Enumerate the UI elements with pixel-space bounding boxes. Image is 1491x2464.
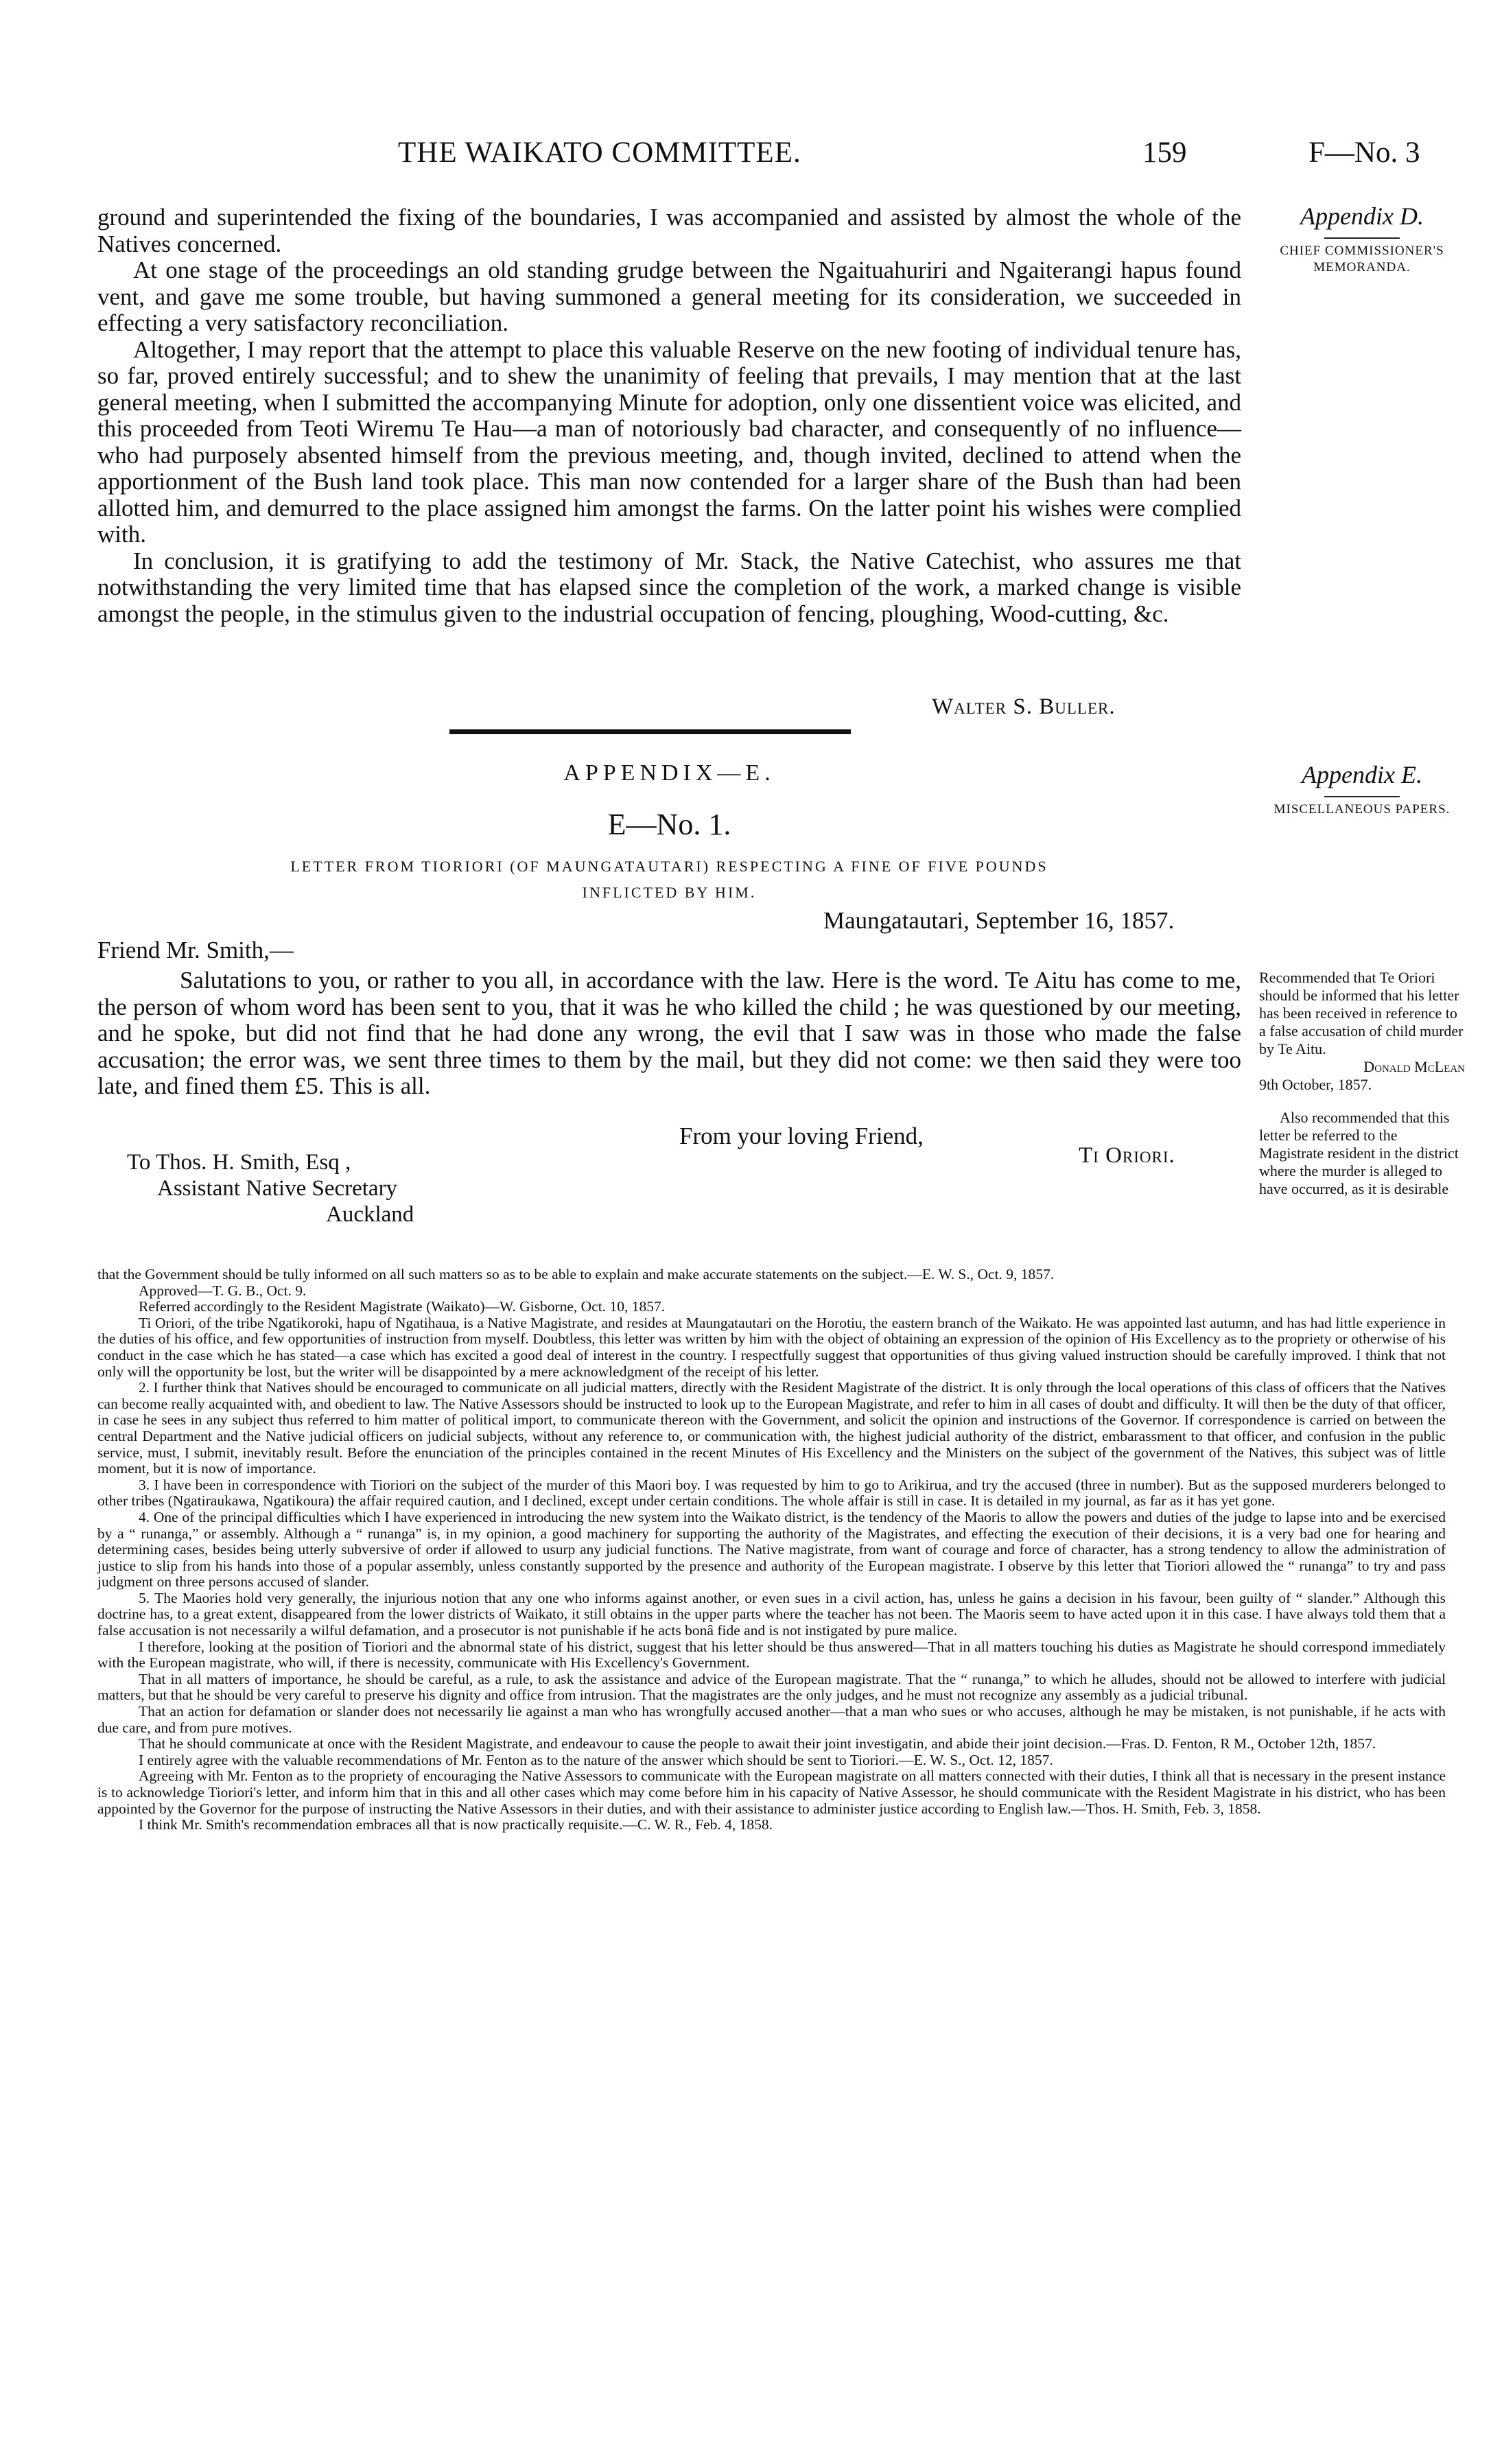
margin-note: Also recommended that this letter be referred to the Magistrate resident in the district where the murder is alleged to have occurred, as it is desirable: [1259, 1109, 1459, 1197]
letter-body: Salutations to you, or rather to you all, in accordance with the law. Here is the word. Te Aitu has come to me, the person of whom word has been sent to you, that it was he who killed the child ; he was questioned by our meeting, and he spoke, but did not find that he had done any wrong, the evil that I saw was in those who made the false accusation; the error was, we sent three times to them by the mail, but they did not come: we then said they were too late, and fined them £5. This is all.: [97, 967, 1241, 1099]
margin-note: [1259, 969, 1465, 1094]
note-paragraph: Agreeing with Mr. Fenton as to the propriety of encouraging the Native Assessors to communicate with the European magistrate on all matters connected with their duties, I think all that is necessary in the present instance is to acknowledge Tioriori's letter, and inform him that in this and all other cases which may come before him in his capacity of Native Assessor, he should communicate with the Resident Magistrate in his district, who has been appointed by the Governor for the purpose of instructing the Native Assessors in their duties, and with their assistance to administer justice according to English law.—Thos. H. Smith, Feb. 3, 1858.: [97, 1768, 1446, 1817]
addressee-line: To Thos. H. Smith, Esq ,: [127, 1150, 351, 1175]
letter-heading-line: LETTER FROM TIORIORI (OF MAUNGATAUTARI) RESPECTING A FINE OF FIVE POUNDS: [290, 858, 1048, 875]
paragraph: At one stage of the proceedings an old standing grudge between the Ngaituahuriri and Ngaiterangi hapus found vent, and gave me some trouble, but having summoned a general meeting for its consideration, we succeeded in effecting a very satisfactory reconciliation.: [97, 257, 1241, 336]
note-paragraph: I entirely agree with the valuable recommendations of Mr. Fenton as to the nature of the answer which should be sent to Tioriori.—E. W. S., Oct. 12, 1857.: [139, 1751, 1053, 1768]
addressee-line: Auckland: [326, 1202, 414, 1227]
letter-salutation: Friend Mr. Smith,—: [97, 937, 294, 963]
appendix-e-margin-notes: [1259, 969, 1465, 1198]
note-paragraph: 3. I have been in correspondence with Tioriori on the subject of the murder of this Maori boy. I was requested by him to go to Arikirua, and try the accused (three in number). But as the supposed murderers belonged to other tribes (Ngatiraukawa, Ngatikoura) the affair required caution, and I declined, except under certain conditions. The whole affair is still in case. It is detailed in my journal, as far as it has yet gone.: [97, 1476, 1446, 1510]
paragraph: Altogether, I may report that the attempt to place this valuable Reserve on the new footing of individual tenure has, so far, proved entirely successful; and to shew the unanimity of feeling that prevails, I may mention that at the last general meeting, when I submitted the accompanying Minute for adoption, only one dissentient voice was elicited, and this proceeded from Teoti Wiremu Te Hau—a man of notoriously bad character, and consequently of no influence—who had purposely absented himself from the previous meeting, and, though invited, declined to attend when the apportionment of the Bush land took place. This man now contended for a larger share of the Bush than had been allotted him, and demurred to the place assigned him amongst the farms. On the latter point his wishes were complied with.: [97, 336, 1241, 548]
letter-sender: Ti Oriori.: [1079, 1143, 1175, 1168]
margin-title: Appendix E.: [1302, 761, 1422, 788]
note-paragraph: That he should communicate at once with the Resident Magistrate, and endeavour to cause the people to await their joint investigatin, and abide their joint decision.—Fras. D. Fenton, R M., October 12th, 1857.: [139, 1735, 1376, 1752]
minutes-notes: [97, 1267, 1446, 1833]
appendix-d-text: [97, 204, 1241, 627]
running-title: THE WAIKATO COMMITTEE.: [398, 137, 801, 169]
margin-note-signature: Donald McLean: [1363, 1058, 1465, 1075]
margin-divider: [1324, 237, 1400, 239]
appendix-title: APPENDIX—E.: [563, 760, 775, 786]
margin-divider: [1324, 796, 1400, 797]
section-divider: [449, 729, 851, 734]
note-paragraph: I therefore, looking at the position of Tioriori and the abnormal state of his district, suggest that his letter should be thus answered—That in all matters touching his duties as Magistrate he should correspond immediately with the European magistrate, who will, if there is necessity, communicate with His Excellency's Government.: [97, 1638, 1446, 1671]
paragraph: ground and superintended the fixing of the boundaries, I was accompanied and assisted by almost the whole of the Natives concerned.: [97, 204, 1241, 257]
margin-title: Appendix D.: [1300, 202, 1424, 230]
signature: Walter S. Buller.: [932, 694, 1116, 719]
page-number: 159: [1142, 137, 1187, 169]
letter-closing: From your loving Friend,: [679, 1123, 924, 1149]
note-paragraph: 4. One of the principal difficulties which I have experienced in introducing the new system into the Waikato district, is the tendency of the Maoris to allow the powers and duties of the judge to lapse into and be exercised by a “ runanga,” or assembly. Although a “ runanga” is, in my opinion, a good machinery for supporting the authority of the Magistrates, and effecting the execution of their decisions, it is a very bad one for hearing and determining cases, besides being utterly subversive of order if allowed to usurp any judicial functions. The Native magistrate, from want of courage and force of character, has a strong tendency to allow the administration of justice to slip from his hands into those of a popular assembly, unless constantly supported by the presence and authority of the European magistrate. I observe by this letter that Tioriori allowed the “ runanga” to try and pass judgment on three persons accused of slander.: [97, 1508, 1446, 1591]
paragraph: In conclusion, it is gratifying to add the testimony of Mr. Stack, the Native Catechist, who assures me that notwithstanding the very limited time that has elapsed since the completion of the work, a marked change is visible amongst the people, in the stimulus given to the industrial occupation of fencing, ploughing, Wood-cutting, &c.: [97, 547, 1241, 627]
letter-body-block: [97, 967, 1241, 1100]
appendix-d-margin: [1259, 202, 1465, 276]
document-reference: F—No. 3: [1308, 137, 1420, 169]
note-paragraph: 5. The Maories hold very generally, the injurious notion that any one who informs against another, or even sues in a civil action, has, unless he gains a decision in his favour, been guilty of “ slander.” Although this doctrine has, to a great extent, disappeared from the lower districts of Waikato, it still obtains in the upper parts where the teacher has not been. The Maoris seem to have acted upon it in this case. I have always told them that a false accusation is not necessarily a wilful defamation, and a prosecutor is not punishable if he acts bonâ fide and is not instigated by pure malice.: [97, 1589, 1446, 1639]
note-paragraph: Referred accordingly to the Resident Magistrate (Waikato)—W. Gisborne, Oct. 10, 1857.: [139, 1298, 666, 1315]
margin-label: MISCELLANEOUS PAPERS.: [1273, 802, 1451, 817]
note-paragraph: 2. I further think that Natives should be encouraged to communicate on all judicial matters, directly with the Resident Magistrate of the district. It is only through the local operations of this class of officers that the Natives can become really acquainted with, and obedient to law. The Native Assessors should be instructed to look up to the European Magistrate, and refer to him in all cases of doubt and difficulty. It will then be the duty of that officer, in case he sees in any subject thus referred to him matter of political import, to communicate thereon with the Government, and solicit the opinion and instructions of the Governor. If correspondence is carried on between the central Department and the Native judicial officers on judicial subjects, without any reference to, or communication with, the highest judicial authority of the district, embarassment to that officer, and confusion in the public service, must, I submit, inevitably result. Before the enunciation of the principles contained in the recent Minutes of His Excellency and the Ministers on the subject of the government of the Natives, this subject was of little moment, but it is now of importance.: [97, 1379, 1446, 1477]
letter-heading-line: INFLICTED BY HIM.: [582, 884, 757, 901]
note-paragraph: That an action for defamation or slander does not necessarily lie against a man who has wrongfully accused another—that a man who sues or who accuses, although he may be mistaken, is not punishable, if he acts with due care, and from pure motives.: [97, 1703, 1446, 1736]
note-paragraph: I think Mr. Smith's recommendation embraces all that is now practically requisite.—C. W. R., Feb. 4, 1858.: [139, 1816, 773, 1833]
letter-heading: [97, 854, 1241, 906]
note-paragraph: that the Government should be tully informed on all such matters so as to be able to explain and make accurate statements on the subject.—E. W. S., Oct. 9, 1857.: [97, 1266, 1055, 1282]
addressee-line: Assistant Native Secretary: [157, 1176, 398, 1201]
note-paragraph: Ti Oriori, of the tribe Ngatikoroki, hapu of Ngatihaua, is a Native Magistrate, and resides at Maungatautari on the Horotiu, the eastern branch of the Waikato. He was appointed last autumn, and has had little experience in the duties of his office, and few opportunities of instruction from myself. Doubtless, this letter was written by him with the object of obtaining an expression of the opinion of His Excellency as to the propriety or otherwise of his conduct in the case which he has stated—a case which has excited a good deal of interest in the country. I respectfully suggest that opportunities of thus giving valued instruction should be carefully improved. I think that not only will the opportunity be lost, but the writer will be disappointed by a mere acknowledgment of the receipt of his letter.: [97, 1314, 1446, 1380]
letter-addressee: [127, 1149, 414, 1228]
margin-note-date: 9th October, 1857.: [1259, 1076, 1372, 1093]
note-paragraph: Approved—T. G. B., Oct. 9.: [139, 1282, 307, 1299]
margin-label: CHIEF COMMISSIONER'S MEMORANDA.: [1280, 244, 1444, 274]
document-number: E—No. 1.: [607, 808, 731, 841]
note-paragraph: That in all matters of importance, he should be careful, as a rule, to ask the assistance and advice of the European magistrate. That the “ runanga,” to which he alludes, should not be allowed to interfere with judicial matters, but that he should be very careful to preserve his dignity and office from intrusion. That the magistrates are the only judges, and he must not recognize any assembly as a judicial tribunal.: [97, 1670, 1446, 1704]
margin-note-text: Recommended that Te Oriori should be informed that his letter has been received in reference to a false accusation of child murder by Te Aitu.: [1259, 969, 1464, 1057]
letter-dateline: Maungatautari, September 16, 1857.: [823, 907, 1175, 934]
